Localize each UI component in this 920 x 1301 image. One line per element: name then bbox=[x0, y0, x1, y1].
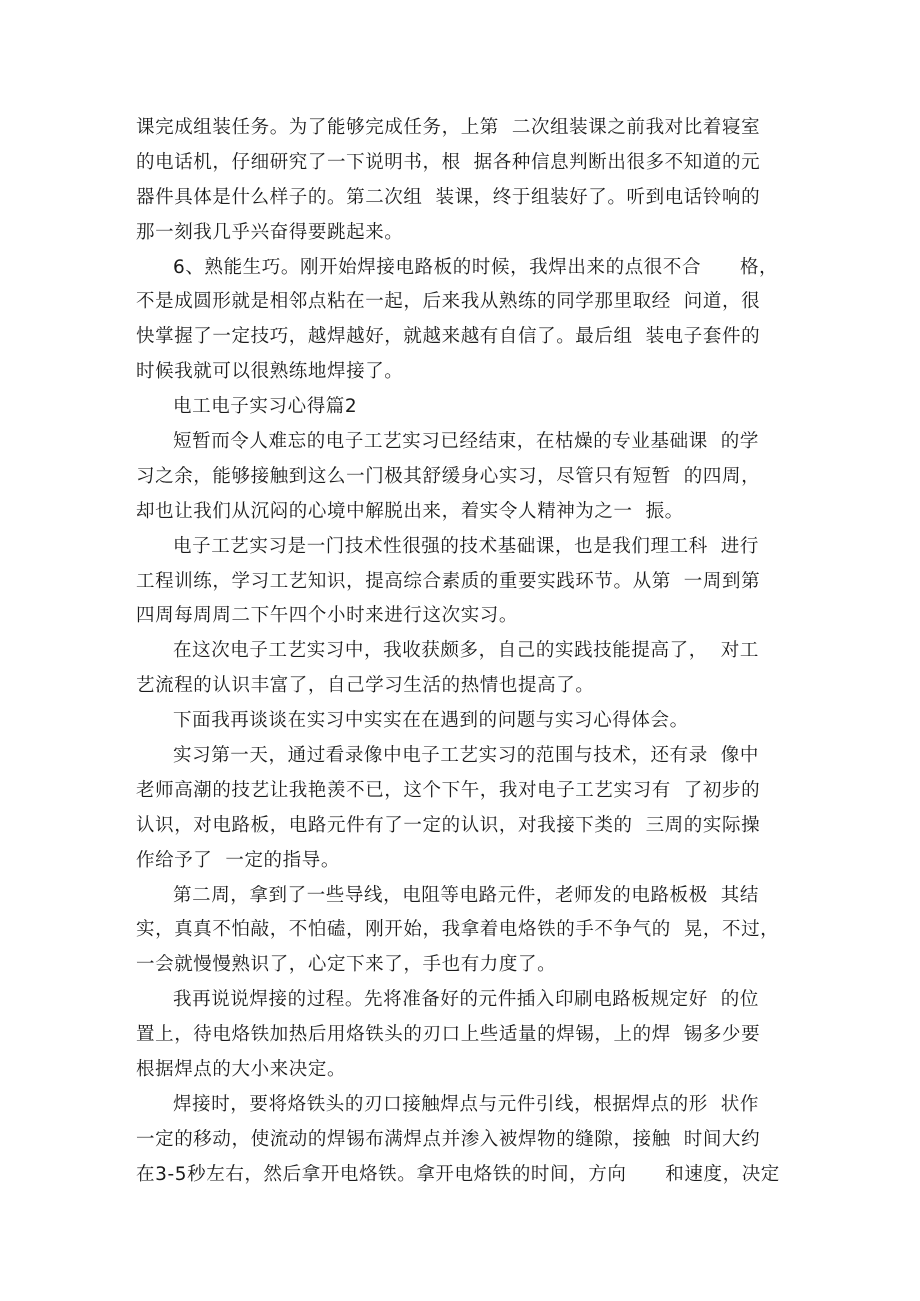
text-line: 一会就慢慢熟识了，心定下来了，手也有力度了。 bbox=[136, 954, 557, 976]
paragraph-start: 在这次电子工艺实习中，我收获颇多，自己的实践技能提高了， 对工 bbox=[173, 640, 759, 662]
text-line: 器件具体是什么样子的。第二次组 装课，终于组装好了。听到电话铃响的 bbox=[136, 186, 761, 208]
text-line: 却也让我们从沉闷的心境中解脱出来，着实令人精神为之一 振。 bbox=[136, 500, 684, 522]
paragraph-start: 第二周，拿到了一些导线，电阻等电路元件，老师发的电路板极 其结 bbox=[173, 884, 759, 906]
paragraph-start: 6、熟能生巧。刚开始焊接电路板的时候，我焊出来的点很不合 格， bbox=[173, 256, 779, 278]
paragraph-start: 我再说说焊接的过程。先将准备好的元件插入印刷电路板规定好 的位 bbox=[173, 989, 759, 1011]
text-line: 快掌握了一定技巧，越焊越好，就越来越有自信了。最后组 装电子套件的 bbox=[136, 326, 761, 348]
text-line: 工程训练，学习工艺知识，提高综合素质的重要实践环节。从第 一周到第 bbox=[136, 570, 761, 592]
text-line: 习之余，能够接触到这么一门极其舒缓身心实习，尽管只有短暂 的四周， bbox=[136, 465, 761, 487]
text-line: 那一刻我几乎兴奋得要跳起来。 bbox=[136, 221, 404, 243]
text-line: 的电话机，仔细研究了一下说明书，根 据各种信息判断出很多不知道的元 bbox=[136, 151, 761, 173]
text-line: 课完成组装任务。为了能够完成任务，上第 二次组装课之前我对比着寝室 bbox=[136, 117, 761, 138]
text-line: 不是成圆形就是相邻点粘在一起，后来我从熟练的同学那里取经 问道，很 bbox=[136, 291, 761, 313]
paragraph-start: 实习第一天，通过看录像中电子工艺实习的范围与技术，还有录 像中 bbox=[173, 745, 759, 767]
paragraph-start: 下面我再谈谈在实习中实实在在遇到的问题与实习心得体会。 bbox=[173, 710, 689, 732]
article-body bbox=[136, 111, 796, 1193]
text-line: 时候我就可以很熟练地焊接了。 bbox=[136, 361, 404, 383]
text-line: 置上，待电烙铁加热后用烙铁头的刃口上些适量的焊锡，上的焊 锡多少要 bbox=[136, 1024, 761, 1046]
section-heading: 电工电子实习心得篇2 bbox=[173, 396, 358, 418]
paragraph-start: 电子工艺实习是一门技术性很强的技术基础课，也是我们理工科 进行 bbox=[173, 535, 759, 557]
text-line: 老师高潮的技艺让我艳羡不已，这个下午，我对电子工艺实习有 了初步的 bbox=[136, 779, 761, 801]
text-line: 根据焊点的大小来决定。 bbox=[136, 1059, 347, 1081]
text-line: 在3-5秒左右，然后拿开电烙铁。拿开电烙铁的时间，方向 和速度，决定 bbox=[136, 1163, 780, 1185]
text-line: 认识，对电路板，电路元件有了一定的认识，对我接下类的 三周的实际操 bbox=[136, 814, 761, 836]
paragraph-start: 焊接时，要将烙铁头的刃口接触焊点与元件引线，根据焊点的形 状作 bbox=[173, 1093, 759, 1115]
paragraph-start: 短暂而令人难忘的电子工艺实习已经结束，在枯燥的专业基础课 的学 bbox=[173, 431, 759, 453]
text-line: 艺流程的认识丰富了，自己学习生活的热情也提高了。 bbox=[136, 675, 595, 697]
text-line: 四周每周周二下午四个小时来进行这次实习。 bbox=[136, 605, 519, 627]
text-line: 实，真真不怕敲，不怕磕，刚开始，我拿着电烙铁的手不争气的 晃，不过， bbox=[136, 919, 780, 941]
text-line: 一定的移动，使流动的焊锡布满焊点并渗入被焊物的缝隙，接触 时间大约 bbox=[136, 1128, 761, 1150]
text-line: 作给予了 一定的指导。 bbox=[136, 849, 340, 871]
